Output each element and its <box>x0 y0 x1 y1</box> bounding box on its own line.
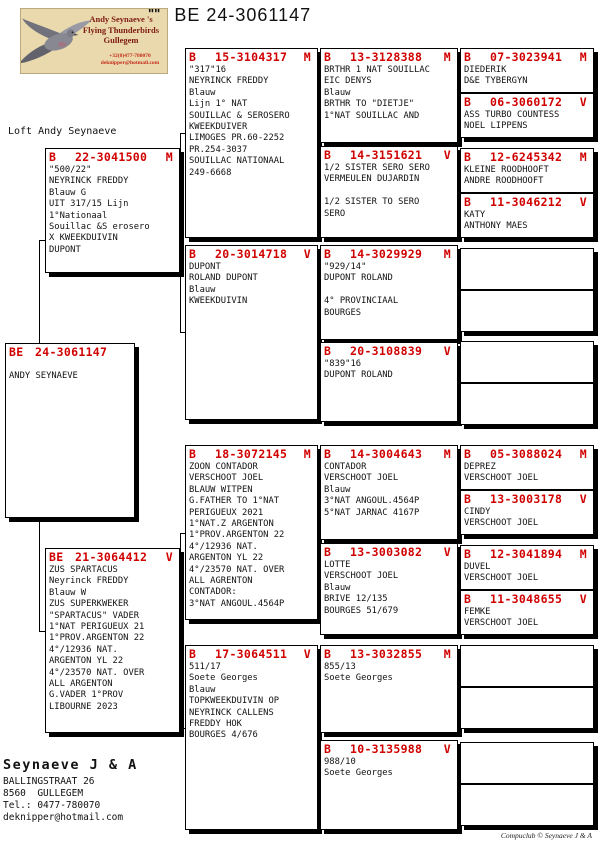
pedigree-box-dss <box>320 445 458 540</box>
box-country: B <box>189 647 197 661</box>
box-text-line: "SPARTACUS" VADER <box>49 610 140 621</box>
box-ring-number: 07-3023941 <box>490 50 563 64</box>
box-country: B <box>464 150 472 164</box>
box-header <box>321 446 457 461</box>
pedigree-box-dsds <box>460 545 594 590</box>
box-country: B <box>189 447 197 461</box>
box-text-line: Blauw <box>324 484 351 495</box>
box-text-line: SOUILLAC & SEROSERO <box>189 110 290 121</box>
box-text-line: "317"16 <box>189 65 227 75</box>
pedigree-box-sddd <box>460 383 594 425</box>
box-country: B <box>324 647 332 661</box>
pedigree-box-sss <box>320 48 458 143</box>
pedigree-box-dds <box>320 645 458 733</box>
box-body <box>46 564 179 713</box>
box-text-line: FEMKE <box>464 607 491 617</box>
box-header <box>461 94 593 109</box>
pedigree-box-sds <box>320 245 458 340</box>
box-header <box>186 49 317 64</box>
box-text-line: DUPONT <box>189 262 221 272</box>
logo-email: deknipper@hotmail.com <box>100 59 160 66</box>
box-body <box>461 606 593 630</box>
box-body <box>321 64 457 122</box>
logo-line1: Andy Seynaeve 's <box>89 14 153 24</box>
box-body <box>461 561 593 585</box>
box-text-line: DUPONT ROLAND <box>324 273 393 284</box>
box-text-line: 1°NAT SOUILLAC AND <box>324 110 420 121</box>
box-ring-number: 13-3128388 <box>350 50 423 64</box>
owner-name: Seynaeve J & A <box>3 757 138 773</box>
box-text-line: Blauw <box>189 684 216 695</box>
box-text-line: D&E TYBERGYN <box>464 76 528 87</box>
box-text-line: 855/13 <box>324 662 356 672</box>
box-text-line: BLAUW WITPEN <box>189 484 253 495</box>
box-text-line: NEYRINCK CALLENS <box>189 707 274 718</box>
box-ring-number: 22-3041500 <box>75 150 148 164</box>
page-title <box>148 5 311 26</box>
bird-ring-number: BE 24-3061147 <box>174 5 312 25</box>
box-text-line: ALL AGRENTON <box>189 576 253 587</box>
box-text-line: DUPONT ROLAND <box>324 370 393 381</box>
pedigree-box-ssss <box>460 48 594 93</box>
box-text-line: EIC DENYS <box>324 76 372 87</box>
pedigree-box-ddds <box>460 742 594 784</box>
box-text-line: Blauw W <box>49 587 87 598</box>
box-header <box>186 646 317 661</box>
box-sex: M <box>579 547 587 561</box>
pedigree-box-dsss <box>460 445 594 490</box>
box-text-line: 1°PROV.ARGENTON 22 <box>49 633 145 644</box>
box-text-line: ANDRE ROODHOOFT <box>464 176 544 187</box>
box-sex: V <box>579 492 587 506</box>
box-ring-number: 20-3108839 <box>350 344 423 358</box>
pedigree-box-subject <box>5 343 135 518</box>
box-text-line: ARGENTON YL 22 <box>49 656 124 667</box>
box-ring-number: 14-3004643 <box>350 447 423 461</box>
box-header <box>461 149 593 164</box>
box-ring-number: 12-6245342 <box>490 150 563 164</box>
box-sex: V <box>579 95 587 109</box>
box-text-line: NOEL LIPPENS <box>464 121 528 132</box>
box-text-line: UIT 317/15 Lijn <box>49 199 129 210</box>
box-ring-number: 06-3060172 <box>490 95 563 109</box>
box-sex: M <box>303 447 311 461</box>
box-text-line: LIBOURNE 2023 <box>49 701 118 712</box>
pedigree-box-sdsd <box>460 290 594 332</box>
box-text-line: ZOON CONTADOR <box>189 462 258 472</box>
box-text-line: SERO <box>324 208 346 219</box>
box-ring-number: 17-3064511 <box>215 647 288 661</box>
box-text-line: DUPONT <box>49 244 81 255</box>
box-country: B <box>324 447 332 461</box>
box-text-line: Blauw <box>189 284 216 295</box>
box-sex: M <box>443 447 451 461</box>
box-ring-number: 14-3151621 <box>350 148 423 162</box>
box-text-line: FREDDY HOK <box>189 719 242 730</box>
box-text-line: "929/14" <box>324 262 367 272</box>
box-text-line: 4°/23570 NAT. OVER <box>49 667 145 678</box>
box-text-line: DIEDERIK <box>464 65 507 75</box>
box-body <box>186 461 317 610</box>
pedigree-box-dsdd <box>460 590 594 635</box>
owner-block <box>3 757 138 824</box>
pedigree-box-sdd <box>320 342 458 422</box>
box-text-line: Soete Georges <box>189 673 258 684</box>
box-text-line: BOURGES 4/676 <box>189 730 258 741</box>
box-country: BE <box>49 550 64 564</box>
box-header <box>321 49 457 64</box>
box-header <box>461 591 593 606</box>
box-text-line: 4° PROVINCIAAL <box>324 296 399 307</box>
box-country: B <box>464 95 472 109</box>
box-sex: M <box>443 50 451 64</box>
box-sex: V <box>443 742 451 756</box>
box-header <box>186 246 317 261</box>
box-header <box>6 344 134 359</box>
box-sex: V <box>443 545 451 559</box>
box-header <box>321 741 457 756</box>
box-sex: M <box>579 447 587 461</box>
box-body <box>461 461 593 485</box>
box-ring-number: 24-3061147 <box>35 345 108 359</box>
box-sex: V <box>443 344 451 358</box>
box-text-line: VERSCHOOT JOEL <box>189 473 264 484</box>
box-body <box>321 261 457 319</box>
box-country: B <box>324 742 332 756</box>
box-text-line: ARGENTON YL 22 <box>189 553 264 564</box>
box-ring-number: 13-3003082 <box>350 545 423 559</box>
owner-email: deknipper@hotmail.com <box>3 812 124 823</box>
box-body <box>461 209 593 233</box>
box-text-line: KLEINE ROODHOOFT <box>464 165 549 175</box>
box-body <box>321 358 457 382</box>
owner-address2: 8560 GULLEGEM <box>3 788 84 799</box>
box-text-line: 1/2 SISTER SERO SERO <box>324 163 430 173</box>
box-text-line: 1°NAT PERIGUEUX 21 <box>49 622 145 633</box>
box-country: B <box>49 150 57 164</box>
logo-line3: Gullegem <box>103 35 139 45</box>
box-sex: V <box>443 148 451 162</box>
box-text-line: Blauw <box>324 87 351 98</box>
box-header <box>46 549 179 564</box>
pedigree-box-dddd <box>460 784 594 826</box>
box-sex: M <box>303 50 311 64</box>
box-ring-number: 21-3064412 <box>75 550 148 564</box>
box-country: B <box>189 50 197 64</box>
box-text-line: VERSCHOOT JOEL <box>464 618 539 629</box>
box-text-line: "839"16 <box>324 359 362 369</box>
box-text-line: CONTADOR <box>324 462 367 472</box>
box-text-line: ZUS SPARTACUS <box>49 565 118 575</box>
box-text-line: X KWEEKDUIVIN <box>49 233 118 244</box>
pedigree-box-ss <box>185 48 318 238</box>
box-text-line: G.VADER 1°PROV <box>49 690 124 701</box>
box-sex: V <box>303 647 311 661</box>
box-body <box>321 461 457 519</box>
box-text-line: 4°/12936 NAT. <box>189 541 258 552</box>
box-text-line: DEPREZ <box>464 462 496 472</box>
box-text-line: VERSCHOOT JOEL <box>324 571 399 582</box>
box-country: B <box>324 545 332 559</box>
box-country: B <box>189 247 197 261</box>
box-body <box>321 162 457 220</box>
box-text-line: ALL ARGENTON <box>49 679 113 690</box>
logo-phone: +32(0)477-780070 <box>109 53 151 59</box>
box-text-line: G.FATHER TO 1°NAT <box>189 496 280 507</box>
box-text-line: CONTADOR: <box>189 587 237 598</box>
box-text-line: 5°NAT JARNAC 4167P <box>324 507 420 518</box>
box-sex: V <box>303 247 311 261</box>
box-ring-number: 05-3088024 <box>490 447 563 461</box>
box-text-line: DUVEL <box>464 562 491 572</box>
box-text-line: PERIGUEUX 2021 <box>189 507 264 518</box>
pedigree-box-ds <box>185 445 318 620</box>
box-text-line: 988/10 <box>324 757 356 767</box>
box-body <box>321 661 457 685</box>
box-text-line: BOURGES <box>324 307 362 318</box>
box-text-line <box>324 186 455 197</box>
box-text-line: 511/17 <box>189 662 221 672</box>
box-text-line: 1/2 SISTER TO SERO <box>324 197 420 208</box>
box-header <box>461 194 593 209</box>
box-text-line: Soete Georges <box>324 768 393 779</box>
box-country: B <box>324 344 332 358</box>
box-text-line: BRTHR TO "DIETJE" <box>324 99 415 110</box>
loft-label: Loft Andy Seynaeve <box>8 126 117 137</box>
box-country: B <box>464 592 472 606</box>
box-text-line: TOPKWEEKDUIVIN OP <box>189 696 280 707</box>
box-body <box>461 164 593 188</box>
pedigree-box-dsd <box>320 543 458 635</box>
logo-line2: Flying Thunderbirds <box>82 24 160 35</box>
pedigree-box-ssd <box>320 146 458 238</box>
pedigree-box-ssds <box>460 148 594 193</box>
pedigree-box-dssd <box>460 490 594 535</box>
box-text-line: "500/22" <box>49 165 92 175</box>
box-ring-number: 10-3135988 <box>350 742 423 756</box>
box-text-line: Soete Georges <box>324 673 393 684</box>
box-header <box>321 646 457 661</box>
box-body <box>46 164 179 256</box>
pedigree-box-sdss <box>460 248 594 290</box>
box-header <box>321 147 457 162</box>
box-country: B <box>464 447 472 461</box>
box-sex: M <box>579 150 587 164</box>
box-text-line: 3°NAT ANGOUL.4564P <box>324 496 420 507</box>
box-text-line: PR.254-3037 <box>189 144 248 155</box>
box-text-line: KWEEKDUIVER <box>189 122 248 133</box>
pedigree-box-sire <box>45 148 180 273</box>
box-body <box>186 261 317 308</box>
box-country: B <box>464 492 472 506</box>
box-text-line: BRIVE 12/135 <box>324 594 388 605</box>
box-country: B <box>324 148 332 162</box>
box-header <box>461 491 593 506</box>
box-text-line: NEYRINCK FREDDY <box>49 176 129 187</box>
box-ring-number: 11-3048655 <box>490 592 563 606</box>
footer-credit: Compuclub © Seynaeve J & A <box>500 831 592 840</box>
box-text-line: VERSCHOOT JOEL <box>464 573 539 584</box>
box-text-line: Lijn 1° NAT <box>189 99 248 110</box>
box-body <box>321 559 457 617</box>
box-text-line: 249-6668 <box>189 167 232 178</box>
box-text-line: ROLAND DUPONT <box>189 273 258 284</box>
box-text-line: BOURGES 51/679 <box>324 605 399 616</box>
box-text-line: KATY <box>464 210 486 220</box>
owner-address1: BALLINGSTRAAT 26 <box>3 776 95 787</box>
box-ring-number: 13-3003178 <box>490 492 563 506</box>
box-text-line: BRTHR 1 NAT SOUILLAC <box>324 65 430 75</box>
box-body <box>461 64 593 88</box>
box-text-line: 1°NAT.Z ARGENTON <box>189 519 274 530</box>
box-text-line <box>324 285 455 296</box>
box-text-line: ANDY SEYNAEVE <box>9 371 78 382</box>
loft-logo <box>20 8 168 74</box>
box-header <box>321 343 457 358</box>
box-header <box>461 446 593 461</box>
pedigree-box-sdds <box>460 341 594 383</box>
box-text-line: 3°NAT ANGOUL.4564P <box>189 598 285 609</box>
box-text-line: 4°/12936 NAT. <box>49 644 118 655</box>
pedigree-box-sssd <box>460 93 594 138</box>
pedigree-box-dd <box>185 645 318 830</box>
box-text-line: ASS TURBO COUNTESS <box>464 110 560 120</box>
box-ring-number: 11-3046212 <box>490 195 563 209</box>
pedigree-box-sd <box>185 245 318 420</box>
box-text-line: LOTTE <box>324 560 351 570</box>
box-text-line: Blauw <box>324 582 351 593</box>
box-body <box>461 109 593 133</box>
box-text-line: NEYRINCK FREDDY <box>189 76 269 87</box>
box-text-line: LIMOGES PR.60-2252 <box>189 133 285 144</box>
box-body <box>186 661 317 742</box>
box-text-line: Blauw G <box>49 187 87 198</box>
box-body <box>6 359 134 383</box>
box-header <box>186 446 317 461</box>
box-country: B <box>324 50 332 64</box>
box-country: B <box>464 195 472 209</box>
box-ring-number: 18-3072145 <box>215 447 288 461</box>
box-text-line: ZUS SUPERKWEKER <box>49 599 129 610</box>
box-text-line: CINDY <box>464 507 491 517</box>
owner-phone: Tel.: 0477-780070 <box>3 800 101 811</box>
box-sex: V <box>579 195 587 209</box>
logo-contact <box>95 53 165 66</box>
box-country: B <box>464 50 472 64</box>
box-sex: M <box>579 50 587 64</box>
box-header <box>321 246 457 261</box>
box-text-line: KWEEKDUIVIN <box>189 296 248 307</box>
box-text-line <box>9 360 132 371</box>
box-country: B <box>324 247 332 261</box>
box-sex: M <box>165 150 173 164</box>
box-sex: M <box>443 647 451 661</box>
box-sex: V <box>165 550 173 564</box>
box-text-line: Blauw <box>189 87 216 98</box>
box-ring-number: 15-3104317 <box>215 50 288 64</box>
box-ring-number: 13-3032855 <box>350 647 423 661</box>
box-header <box>321 544 457 559</box>
box-text-line: SOUILLAC NATIONAAL <box>189 156 285 167</box>
box-ring-number: 20-3014718 <box>215 247 288 261</box>
box-country: BE <box>9 345 24 359</box>
box-text-line: Neyrinck FREDDY <box>49 576 129 587</box>
box-header <box>461 546 593 561</box>
pedigree-box-ddd <box>320 740 458 830</box>
box-header <box>461 49 593 64</box>
box-header <box>46 149 179 164</box>
pedigree-box-ddss <box>460 645 594 687</box>
box-text-line: Souillac &S erosero <box>49 222 150 233</box>
box-ring-number: 14-3029929 <box>350 247 423 261</box>
box-sex: M <box>443 247 451 261</box>
pedigree-box-ddsd <box>460 687 594 729</box>
box-text-line: VERSCHOOT JOEL <box>324 473 399 484</box>
bird-name-quotes: "" <box>148 6 161 21</box>
box-text-line: 4°/23570 NAT. OVER <box>189 564 285 575</box>
box-text-line: VERSCHOOT JOEL <box>464 518 539 529</box>
box-body <box>321 756 457 780</box>
box-sex: V <box>579 592 587 606</box>
box-text-line: VERSCHOOT JOEL <box>464 473 539 484</box>
box-text-line: ANTHONY MAES <box>464 221 528 232</box>
box-text-line: 1°PROV.ARGENTON 22 <box>189 530 285 541</box>
box-text-line: VERMEULEN DUJARDIN <box>324 174 420 185</box>
box-ring-number: 12-3041894 <box>490 547 563 561</box>
box-body <box>461 506 593 530</box>
box-body <box>186 64 317 179</box>
box-country: B <box>464 547 472 561</box>
pedigree-box-ssdd <box>460 193 594 238</box>
box-text-line: 1°Nationaal <box>49 210 108 221</box>
pedigree-box-dam <box>45 548 180 733</box>
